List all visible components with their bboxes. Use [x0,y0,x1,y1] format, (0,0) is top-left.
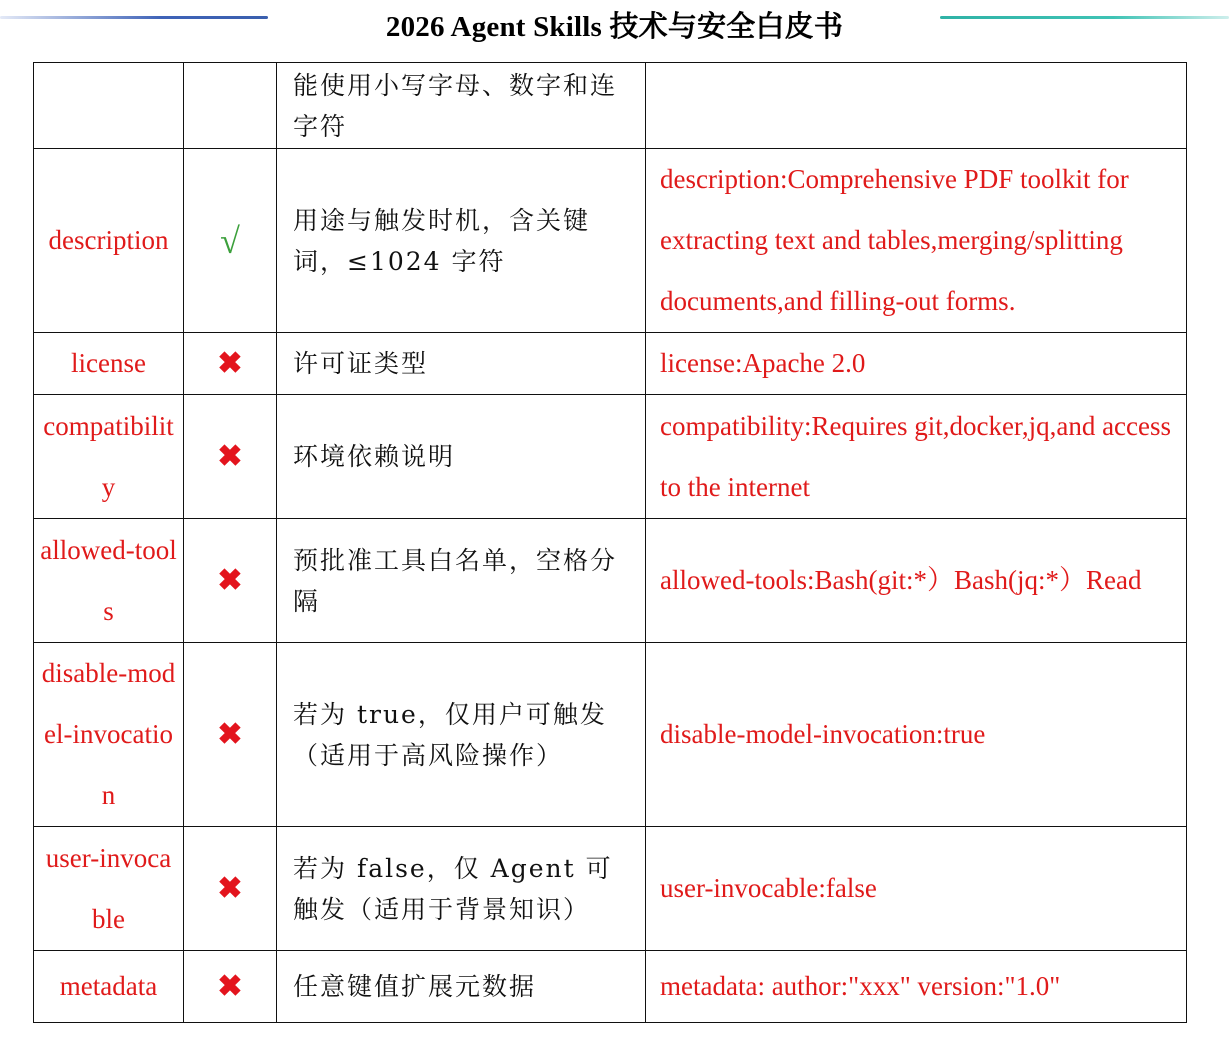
field-description-cell: 预批准工具白名单，空格分隔 [277,519,646,643]
header-rule-right [940,16,1229,19]
field-name-cell: user-invocable [34,827,184,951]
field-example-cell: disable-model-invocation:true [646,643,1187,827]
field-example-cell: metadata: author:"xxx" version:"1.0" [646,951,1187,1023]
required-cell [184,827,277,951]
required-cell [184,519,277,643]
field-example-cell [646,63,1187,149]
field-name-cell: license [34,333,184,395]
field-example-cell: license:Apache 2.0 [646,333,1187,395]
cross-mark-icon: ✖ [217,872,243,905]
field-name-cell [34,63,184,149]
field-example-cell: description:Comprehensive PDF toolkit for extracting text and tables,merging/splitting documents,and filling-out forms. [646,149,1187,333]
check-mark-icon: √ [220,220,240,261]
field-name-cell: allowed-tools [34,519,184,643]
table-row [34,827,1187,951]
cross-mark-icon: ✖ [217,718,243,751]
field-name-cell: description [34,149,184,333]
field-description-cell: 能使用小写字母、数字和连字符 [277,63,646,149]
field-description-cell: 许可证类型 [277,333,646,395]
field-name-cell: compatibility [34,395,184,519]
field-description-cell: 任意键值扩展元数据 [277,951,646,1023]
cross-mark-icon: ✖ [217,347,243,380]
table-row [34,149,1187,333]
field-description-cell: 环境依赖说明 [277,395,646,519]
table-row [34,395,1187,519]
field-description-cell: 用途与触发时机，含关键词，≤1024 字符 [277,149,646,333]
cross-mark-icon: ✖ [217,564,243,597]
table-row [34,951,1187,1023]
required-cell [184,333,277,395]
field-example-cell: user-invocable:false [646,827,1187,951]
document-title: 2026 Agent Skills 技术与安全白皮书 [385,11,844,43]
cross-mark-icon: ✖ [217,970,243,1003]
required-cell [184,643,277,827]
page-header [0,0,1229,44]
field-description-cell: 若为 true，仅用户可触发（适用于高风险操作） [277,643,646,827]
required-cell [184,951,277,1023]
table-row [34,643,1187,827]
cross-mark-icon: ✖ [217,440,243,473]
required-cell [184,395,277,519]
table-row [34,63,1187,149]
table-row [34,519,1187,643]
required-cell [184,63,277,149]
field-name-cell: disable-model-invocation [34,643,184,827]
field-example-cell: compatibility:Requires git,docker,jq,and access to the internet [646,395,1187,519]
required-cell [184,149,277,333]
skill-fields-table [33,62,1187,1023]
field-description-cell: 若为 false，仅 Agent 可触发（适用于背景知识） [277,827,646,951]
field-name-cell: metadata [34,951,184,1023]
field-example-cell: allowed-tools:Bash(git:*）Bash(jq:*）Read [646,519,1187,643]
table-row [34,333,1187,395]
